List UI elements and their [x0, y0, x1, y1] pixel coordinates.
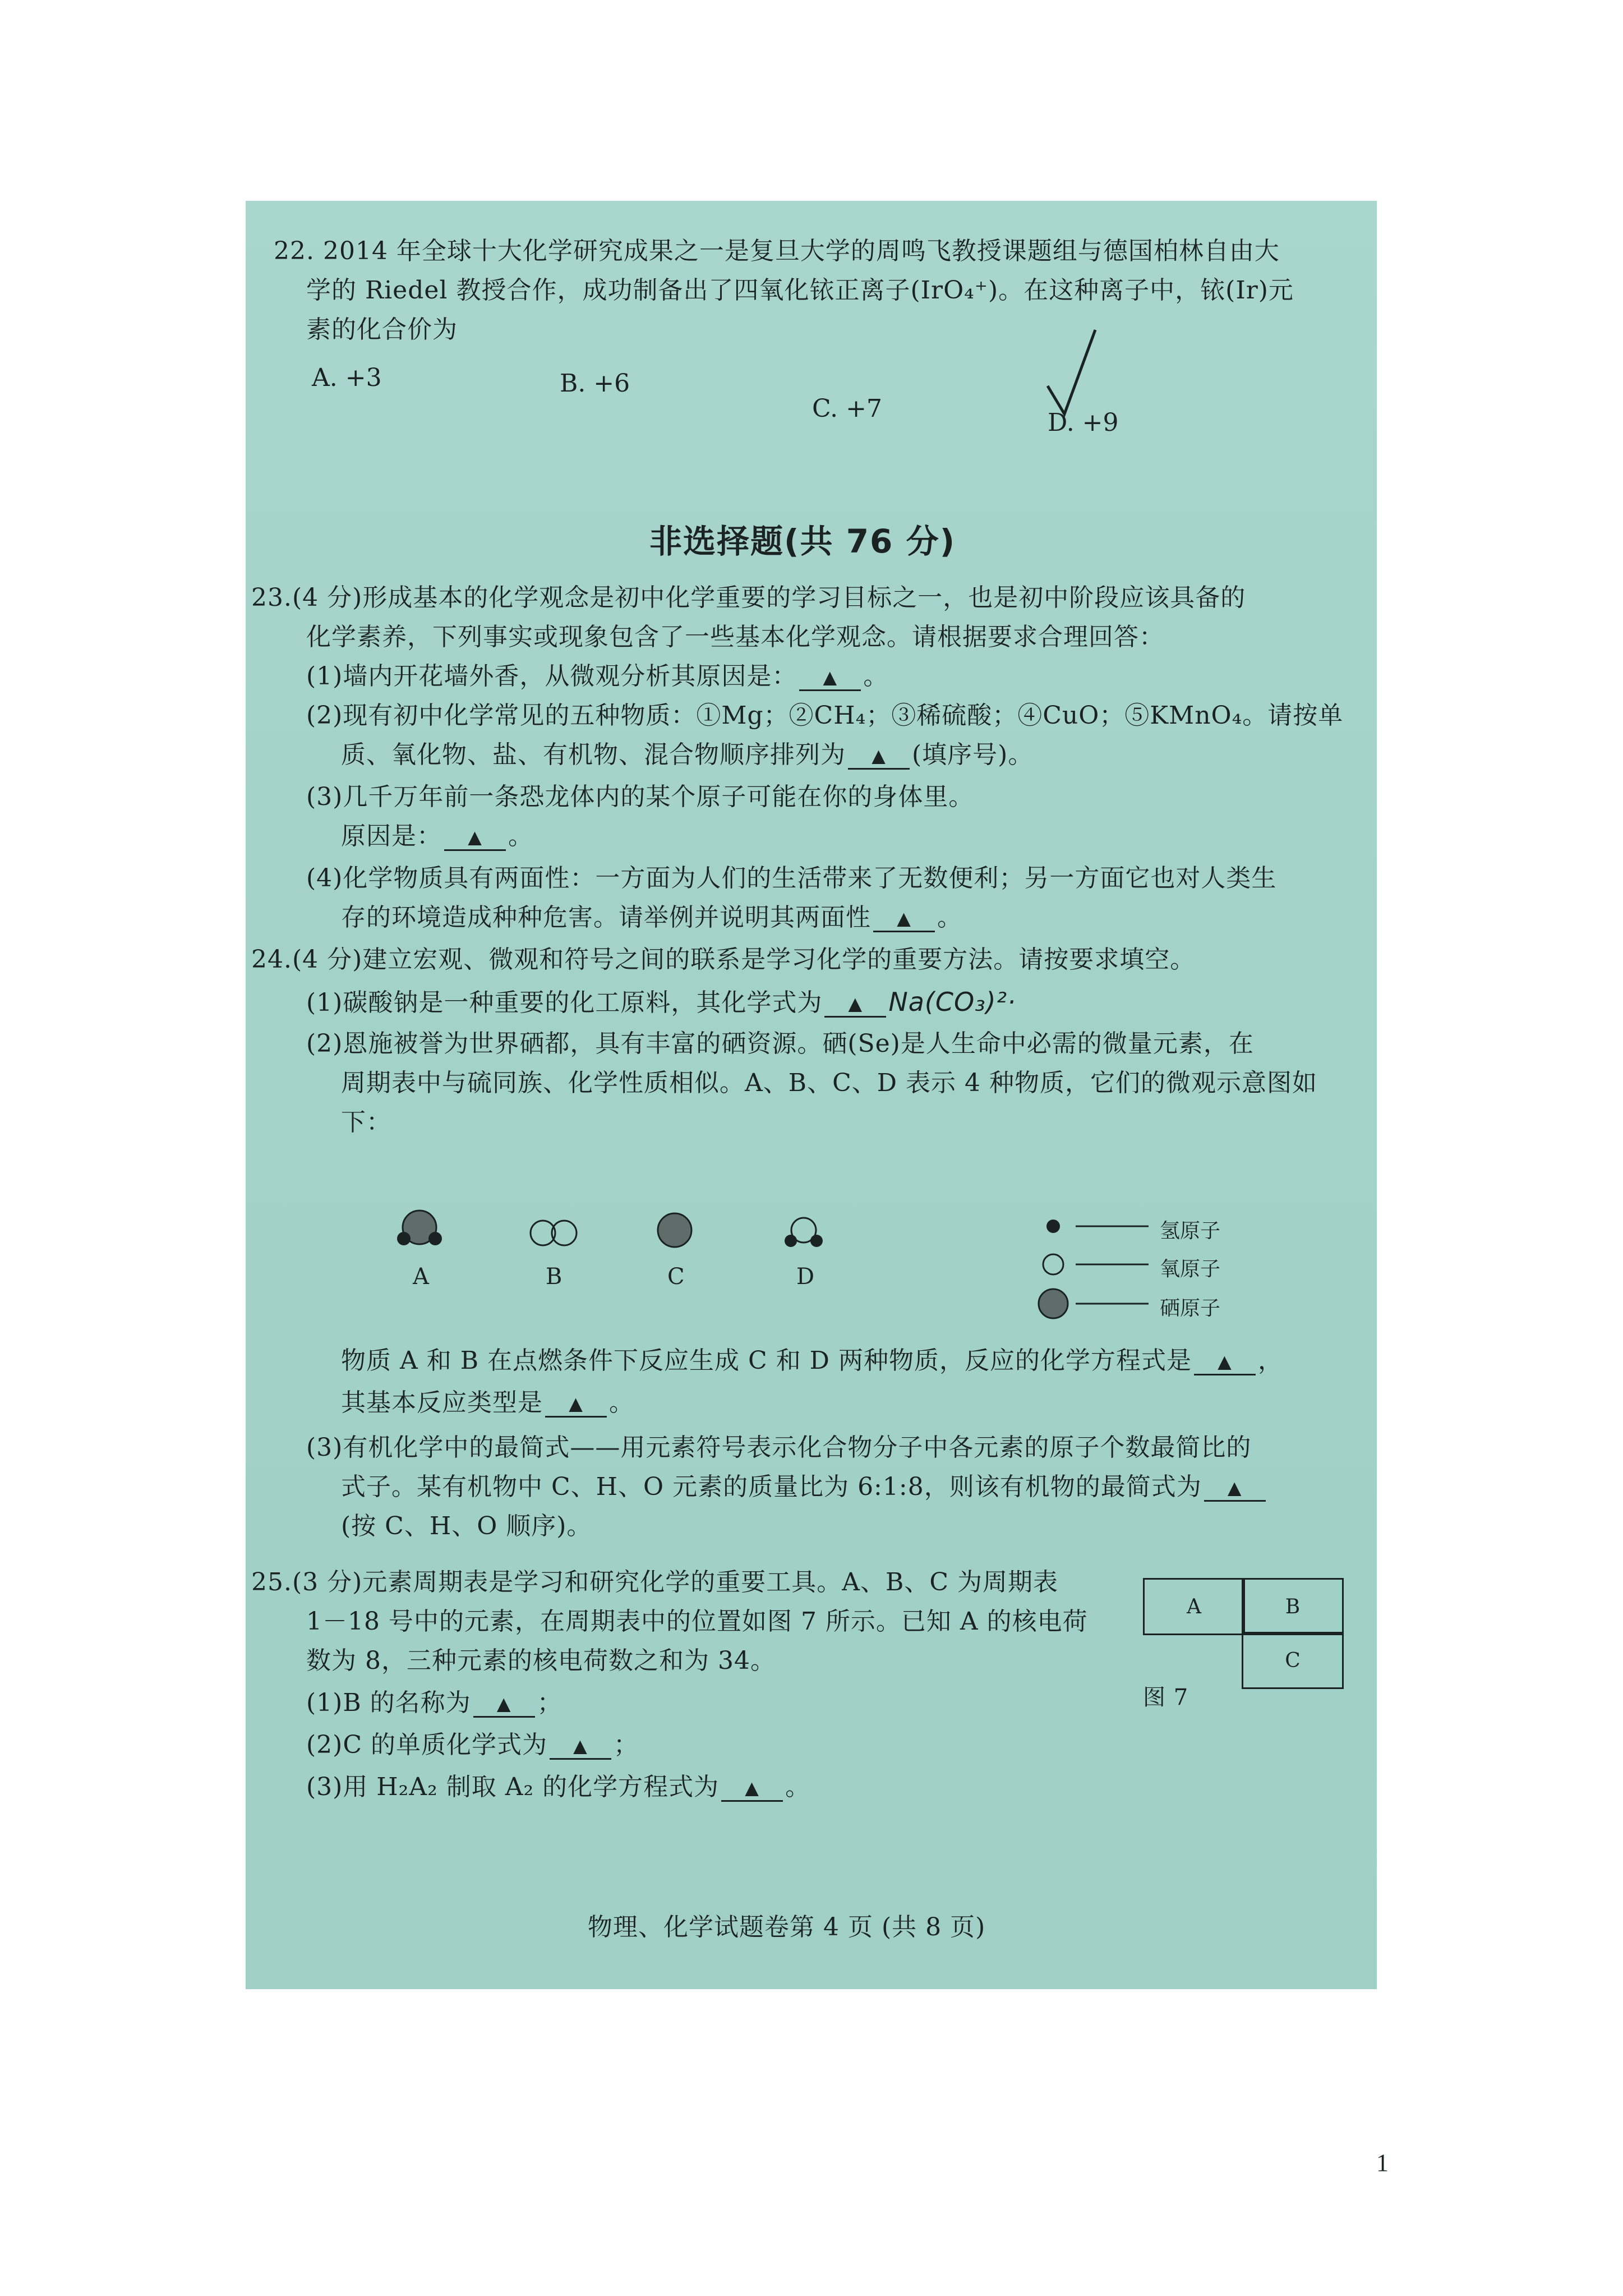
q22-option-a: A. +3: [312, 364, 382, 392]
answer-blank: ▲: [444, 824, 506, 851]
q23-part2-line1: (2)现有初中化学常见的五种物质：①Mg；②CH₄；③稀硫酸；④CuO；⑤KMnO₄。请按单: [306, 701, 1344, 730]
q24-part2-line3: 下：: [341, 1108, 391, 1137]
q23-part2-line2: 质、氧化物、盐、有机物、混合物顺序排列为 ▲ (填序号)。: [341, 740, 1034, 769]
molecule-d: [785, 1218, 823, 1247]
legend-oxygen: 氧原子: [1160, 1258, 1221, 1281]
q22-line3: 素的化合价为: [306, 315, 458, 344]
molecule-b: [531, 1221, 577, 1245]
molecule-diagram: [386, 1199, 947, 1261]
q23-part1: (1)墙内开花墙外香，从微观分析其原因是： ▲ 。: [306, 662, 889, 691]
scanned-exam-photo: [246, 201, 1377, 1989]
legend-hydrogen: 氢原子: [1160, 1220, 1221, 1243]
periodic-cell-c: C: [1242, 1632, 1344, 1689]
q23-intro-line2: 化学素养，下列事实或现象包含了一些基本化学观念。请根据要求合理回答：: [306, 623, 1164, 651]
q22-line2: 学的 Riedel 教授合作，成功制备出了四氧化铱正离子(IrO₄⁺)。在这种离子中，铱(Ir)元: [306, 276, 1294, 305]
q25-line2: 1－18 号中的元素，在周期表中的位置如图 7 所示。已知 A 的核电荷: [306, 1607, 1088, 1636]
q22-option-c: C. +7: [812, 394, 882, 423]
hydrogen-atom-icon: [1046, 1220, 1060, 1233]
q23-part3-line1: (3)几千万年前一条恐龙体内的某个原子可能在你的身体里。: [306, 783, 974, 811]
q24-intro: 24.(4 分)建立宏观、微观和符号之间的联系是学习化学的重要方法。请按要求填空。: [251, 945, 1196, 974]
molecule-label-c: C: [667, 1264, 685, 1290]
answer-blank: ▲: [721, 1775, 783, 1802]
q24-part2-equation: 物质 A 和 B 在点燃条件下反应生成 C 和 D 两种物质，反应的化学方程式是 ▲ ，: [341, 1346, 1283, 1375]
legend-selenium: 硒原子: [1160, 1297, 1221, 1320]
selenium-atom-icon: [1039, 1289, 1068, 1318]
periodic-cell-b: B: [1242, 1578, 1344, 1635]
answer-blank: ▲: [473, 1691, 535, 1718]
answer-blank: ▲: [545, 1391, 607, 1418]
molecule-label-a: A: [413, 1264, 429, 1290]
molecule-label-d: D: [796, 1264, 815, 1290]
handwritten-answer: Na(CO₃)²·: [888, 987, 1016, 1017]
q24-part2-line1: (2)恩施被誉为世界硒都，具有丰富的硒资源。硒(Se)是人生命中必需的微量元素，在: [306, 1029, 1254, 1058]
q23-part4-line1: (4)化学物质具有两面性：一方面为人们的生活带来了无数便利；另一方面它也对人类生: [306, 864, 1277, 892]
q24-part3-line2: 式子。某有机物中 C、H、O 元素的质量比为 6:1:8，则该有机物的最简式为 ▲: [341, 1471, 1268, 1503]
q24-part3-line3: (按 C、H、O 顺序)。: [341, 1512, 592, 1540]
figure-label: 图 7: [1143, 1685, 1189, 1710]
q25-part2: (2)C 的单质化学式为 ▲ ；: [306, 1731, 639, 1759]
molecule-label-b: B: [546, 1264, 562, 1290]
molecule-a: [397, 1211, 442, 1245]
answer-blank: ▲: [873, 905, 935, 932]
answer-blank: ▲: [550, 1733, 611, 1760]
molecule-c: [658, 1213, 691, 1247]
handwritten-check-mark: [1042, 324, 1104, 420]
periodic-cell-a: A: [1143, 1578, 1245, 1635]
answer-blank: ▲: [1204, 1475, 1266, 1502]
q24-part1: (1)碳酸钠是一种重要的化工原料，其化学式为 ▲ Na(CO₃)²·: [306, 987, 1016, 1017]
q25-part1: (1)B 的名称为 ▲ ；: [306, 1688, 562, 1717]
q25-line3: 数为 8，三种元素的核电荷数之和为 34。: [306, 1646, 776, 1675]
answer-blank: ▲: [848, 743, 910, 770]
q22-option-b: B. +6: [560, 369, 630, 398]
q24-part3-line1: (3)有机化学中的最简式——用元素符号表示化合物分子中各元素的原子个数最简比的: [306, 1433, 1252, 1462]
q25-part3: (3)用 H₂A₂ 制取 A₂ 的化学方程式为 ▲ 。: [306, 1773, 811, 1801]
answer-blank: ▲: [1194, 1349, 1256, 1375]
q23-part3-line2: 原因是： ▲ 。: [341, 822, 533, 850]
q22-option-d: D. +9: [1048, 408, 1119, 437]
q25-line1: 25.(3 分)元素周期表是学习和研究化学的重要工具。A、B、C 为周期表: [251, 1568, 1059, 1596]
q22-line1: 22. 2014 年全球十大化学研究成果之一是复旦大学的周鸣飞教授课题组与德国柏林自由大: [274, 237, 1280, 265]
q24-part2-reaction-type: 其基本反应类型是 ▲ 。: [341, 1388, 634, 1417]
page-footer: 物理、化学试题卷第 4 页 (共 8 页): [588, 1913, 986, 1941]
q23-intro-line1: 23.(4 分)形成基本的化学观念是初中化学重要的学习目标之一，也是初中阶段应该具备的: [251, 583, 1246, 612]
answer-blank: ▲: [824, 991, 886, 1018]
q23-part4-line2: 存的环境造成种种危害。请举例并说明其两面性 ▲ 。: [341, 903, 962, 932]
page-number: 1: [1376, 2149, 1389, 2177]
oxygen-atom-icon: [1043, 1254, 1063, 1274]
answer-blank: ▲: [799, 664, 861, 691]
section-title: 非选择题(共 76 分): [649, 522, 956, 560]
q24-part2-line2: 周期表中与硫同族、化学性质相似。A、B、C、D 表示 4 种物质，它们的微观示意图如: [341, 1069, 1318, 1097]
